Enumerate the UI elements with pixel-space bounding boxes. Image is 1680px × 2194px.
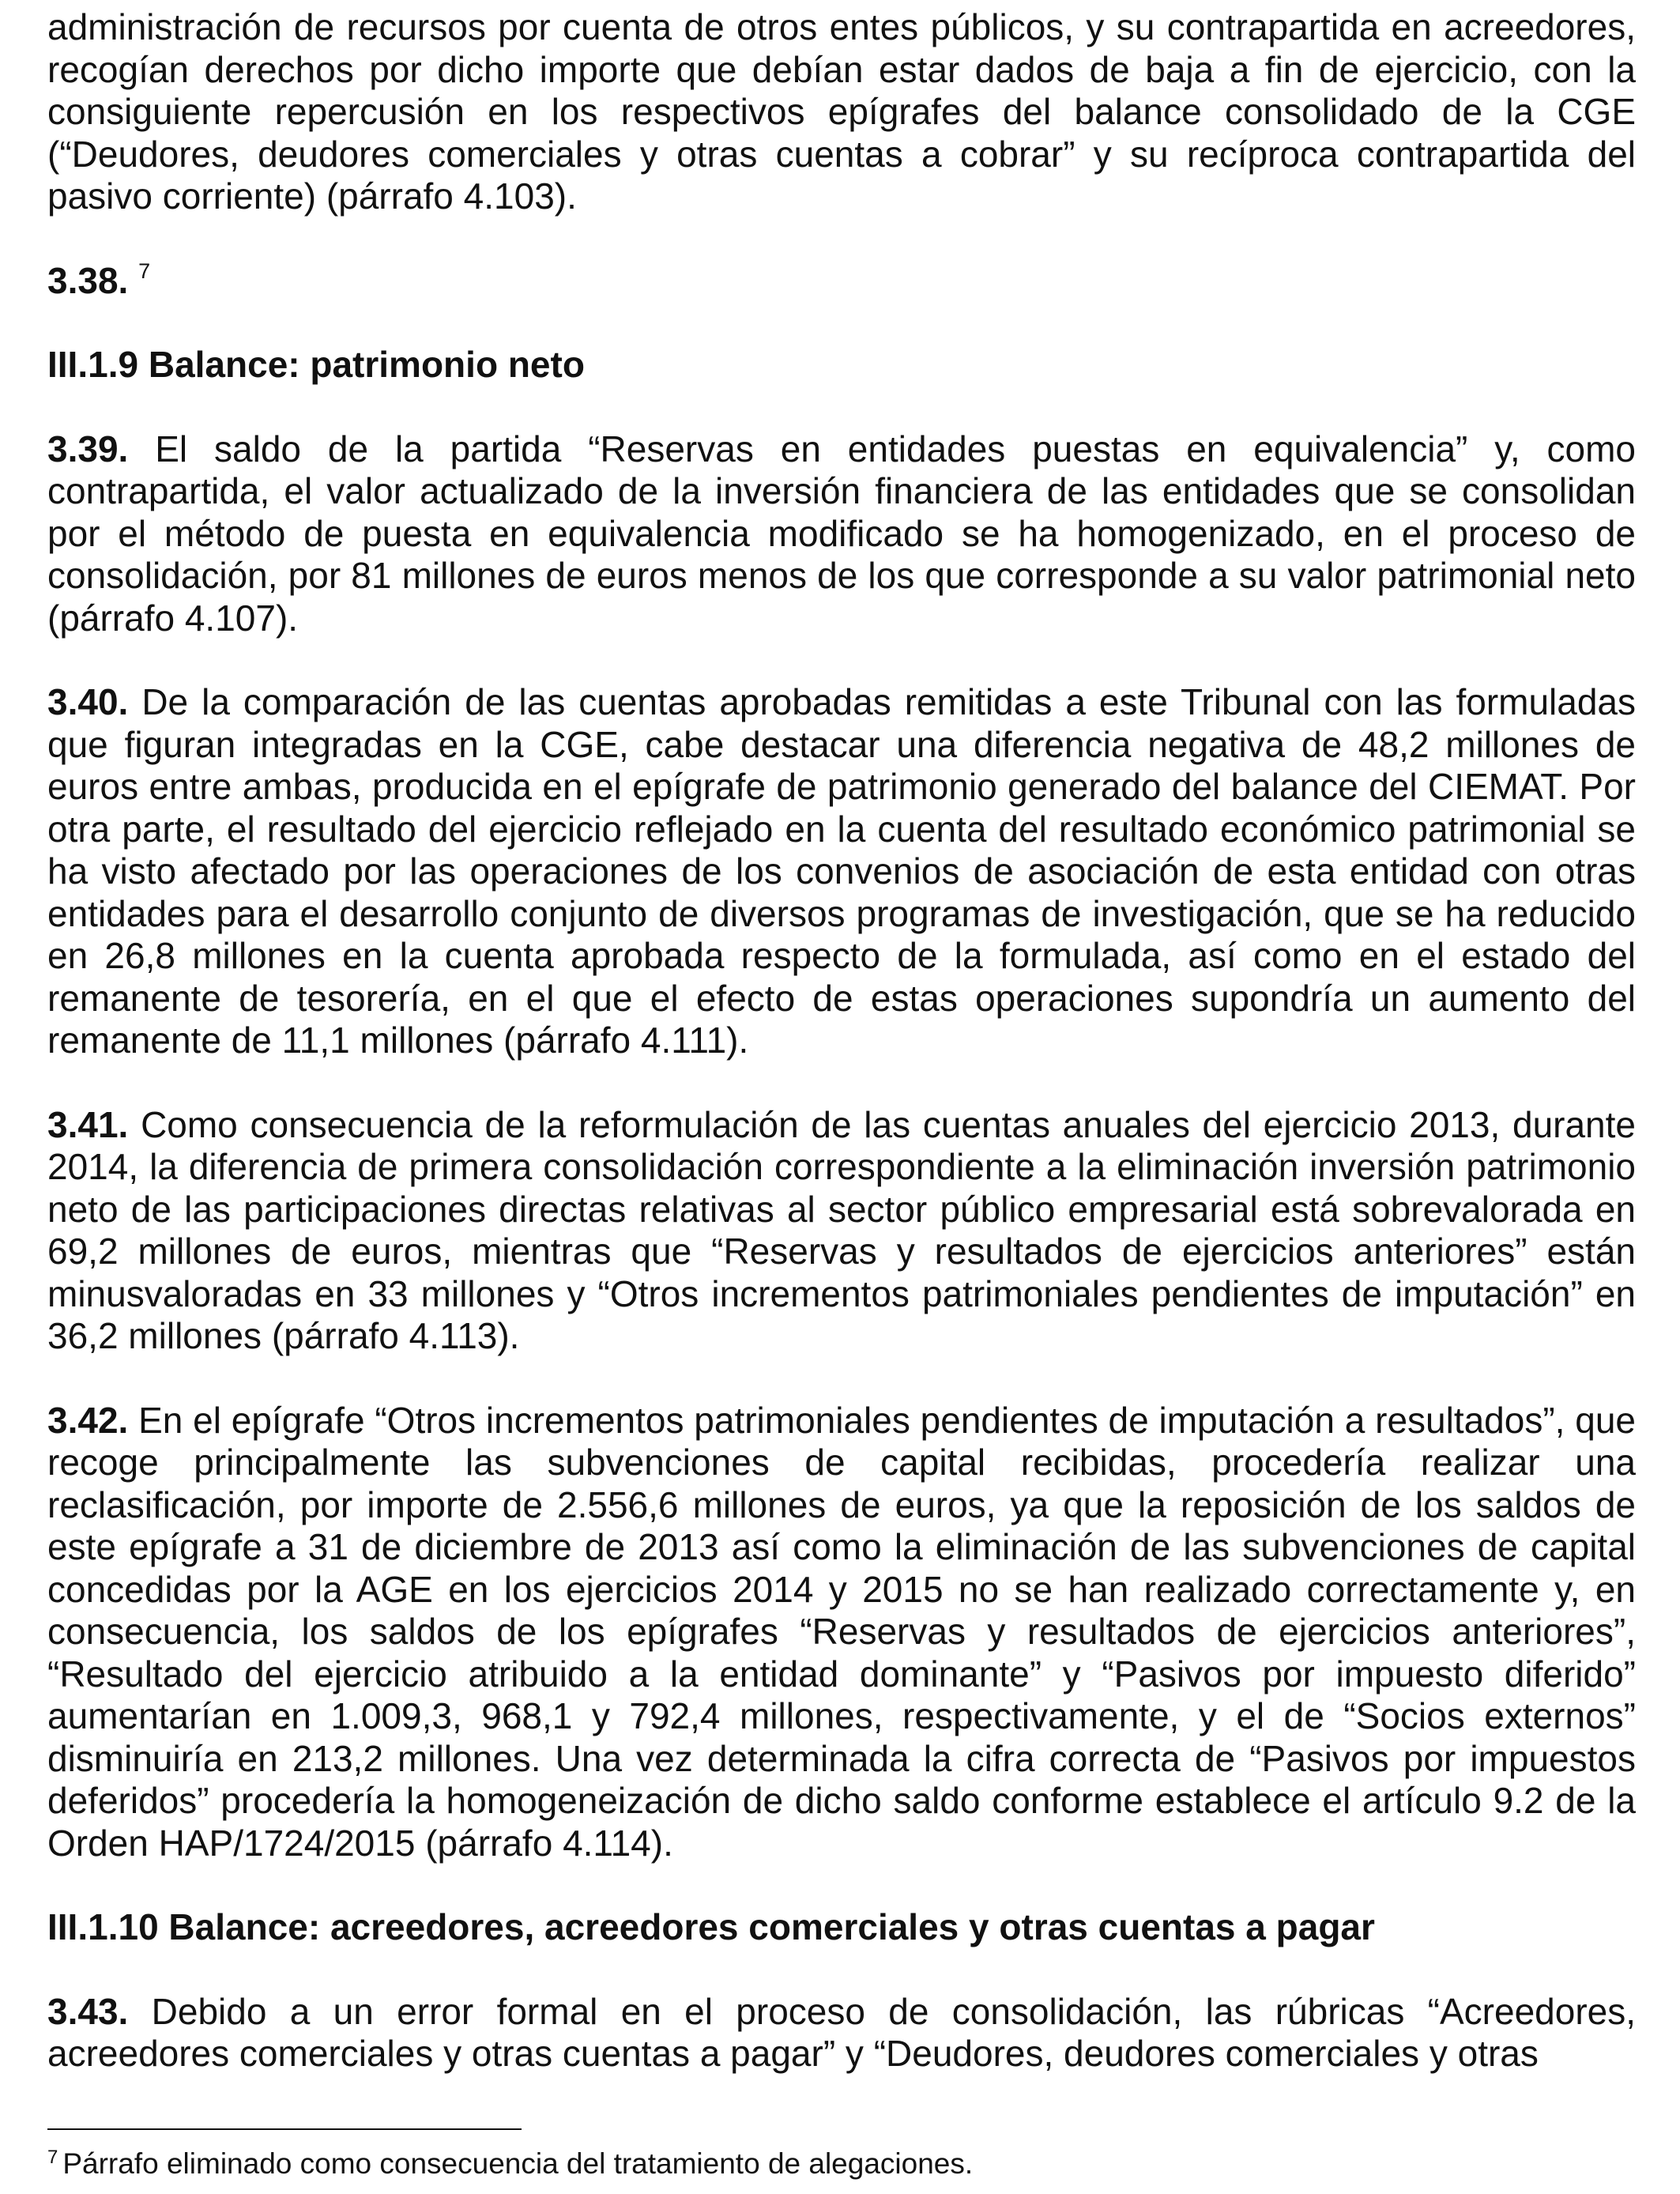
footnote-marker: 7 xyxy=(47,2146,58,2168)
paragraph-3-38 xyxy=(47,260,1636,303)
footnote-separator xyxy=(47,2128,522,2130)
section-heading-1-9: III.1.9 Balance: patrimonio neto xyxy=(47,344,585,385)
paragraph-text: El saldo de la partida “Reservas en entidades puestas en equivalencia” y, como contrapartida, el valor actualizado de la inversión financiera de las entidades que se consolidan por el método de puesta en equivalencia modificado se ha homogenizado, en el proceso de consolidación, por 81 millones de euros menos de los que corresponde a su valor patrimonial neto (párrafo 4.107). xyxy=(47,428,1636,639)
paragraph-3-41 xyxy=(47,1104,1636,1358)
footnote xyxy=(47,2147,1636,2181)
paragraph-3-40 xyxy=(47,681,1636,1062)
paragraph-text: De la comparación de las cuentas aprobadas remitidas a este Tribunal con las formuladas que figuran integradas en la CGE, cabe destacar una diferencia negativa de 48,2 millones de euros entre ambas, producida en el epígrafe de patrimonio generado del balance del CIEMAT. Por otra parte, el resultado del ejercicio reflejado en la cuenta del resultado económico patrimonial se ha visto afectado por las operaciones de los convenios de asociación de esta entidad con otras entidades para el desarrollo conjunto de diversos programas de investigación, que se ha reducido en 26,8 millones en la cuenta aprobada respecto de la formulada, así como en el estado del remanente de tesorería, en el que el efecto de estas operaciones supondría un aumento del remanente de 11,1 millones (párrafo 4.111). xyxy=(47,681,1637,1061)
paragraph-number: 3.39. xyxy=(47,428,129,469)
document-body xyxy=(47,6,1636,2075)
paragraph-3-43 xyxy=(47,1991,1636,2075)
paragraph-number: 3.38. xyxy=(47,259,129,301)
footnote-reference[interactable]: 7 xyxy=(138,259,151,284)
paragraph-number: 3.41. xyxy=(47,1103,129,1145)
paragraph-text: En el epígrafe “Otros incrementos patrimoniales pendientes de imputación a resultados”, que recoge principalmente las subvenciones de capital recibidas, procedería realizar una reclasificación, por importe de 2.556,6 millones de euros, ya que la reposición de los saldos de este epígrafe a 31 de diciembre de 2013 así como la eliminación de las subvenciones de capital concedidas por la AGE en los ejercicios 2014 y 2015 no se han realizado correctamente y, en consecuencia, los saldos de los epígrafes “Reservas y resultados de ejercicios anteriores”, “Resultado del ejercicio atribuido a la entidad dominante” y “Pasivos por impuesto diferido” aumentarían en 1.009,3, 968,1 y 792,4 millones, respectivamente, y el de “Socios externos” disminuiría en 213,2 millones. Una vez determinada la cifra correcta de “Pasivos por impuestos deferidos” procedería la homogeneización de dicho saldo conforme establece el artículo 9.2 de la Orden HAP/1724/2015 (párrafo 4.114). xyxy=(47,1399,1636,1864)
paragraph-number: 3.40. xyxy=(47,681,129,722)
footnote-text: Párrafo eliminado como consecuencia del tratamiento de alegaciones. xyxy=(62,2147,974,2180)
paragraph-text: Como consecuencia de la reformulación de las cuentas anuales del ejercicio 2013, durante 2014, la diferencia de primera consolidación correspondiente a la eliminación inversión patrimonio neto de las participaciones directas relativas al sector público empresarial está sobrevalorada en 69,2 millones de euros, mientras que “Reservas y resultados de ejercicios anteriores” están minusvaloradas en 33 millones y “Otros incrementos patrimoniales pendientes de imputación” en 36,2 millones (párrafo 4.113). xyxy=(47,1103,1637,1356)
section-heading-1-10: III.1.10 Balance: acreedores, acreedores comerciales y otras cuentas a pagar xyxy=(47,1906,1375,1947)
paragraph-3-42 xyxy=(47,1400,1636,1865)
paragraph-intro: administración de recursos por cuenta de otros entes públicos, y su contrapartida en acreedores, recogían derechos por dicho importe que debían estar dados de baja a fin de ejercicio, con la consiguiente repercusión en los respectivos epígrafes del balance consolidado de la CGE (“Deudores, deudores comerciales y otras cuentas a cobrar” y su recíproca contrapartida del pasivo corriente) (párrafo 4.103). xyxy=(47,6,1636,217)
paragraph-3-39 xyxy=(47,428,1636,640)
paragraph-number: 3.43. xyxy=(47,1990,129,2032)
paragraph-text: Debido a un error formal en el proceso de consolidación, las rúbricas “Acreedores, acreedores comerciales y otras cuentas a pagar” y “Deudores, deudores comerciales y otras xyxy=(47,1990,1636,2074)
paragraph-number: 3.42. xyxy=(47,1399,129,1441)
